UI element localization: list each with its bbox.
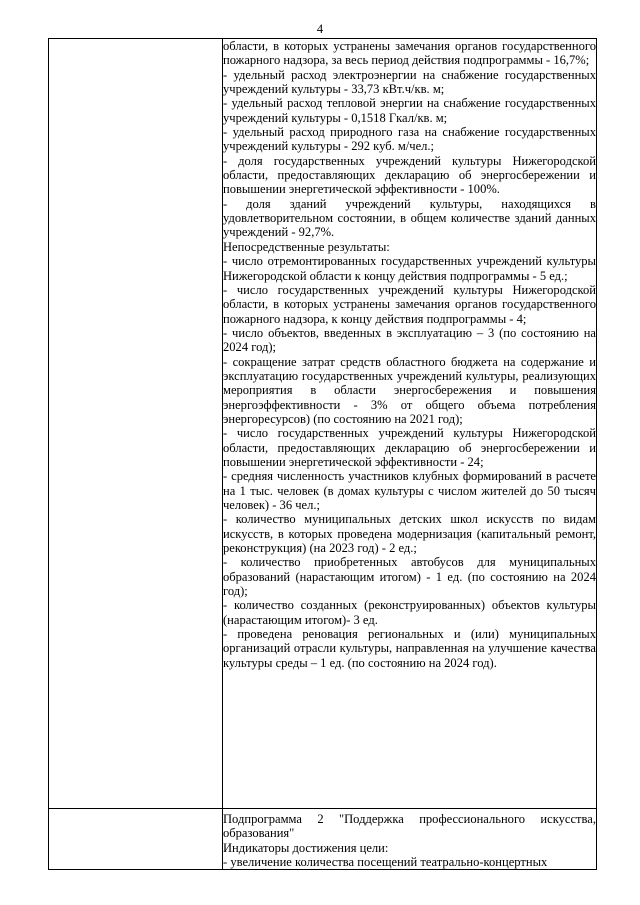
paragraph: - число объектов, введенных в эксплуатацию – 3 (по состоянию на 2024 год);: [223, 325, 596, 355]
left-cell-empty: [49, 809, 223, 870]
right-cell-indicators: [223, 39, 597, 809]
subprogram-title: Подпрограмма 2 "Поддержка профессионального искусства, образования": [223, 812, 596, 841]
paragraph: области, в которых устранены замечания органов государственного пожарного надзора, за весь период действия подпрограммы - 16,7%;: [223, 39, 596, 68]
paragraph: - количество созданных (реконструированных) объектов культуры (нарастающим итогом)- 3 ед.: [223, 598, 596, 627]
paragraph: - доля зданий учреждений культуры, находящихся в удовлетворительном состоянии, в общем количестве зданий данных учреждений - 92,7%.: [223, 196, 596, 240]
document-table: [48, 38, 597, 870]
paragraph: - число государственных учреждений культуры Нижегородской области, в которых устранены замечания органов государственного пожарного надзора, к концу действия подпрограммы - 4;: [223, 282, 596, 326]
paragraph: - средняя численность участников клубных формирований в расчете на 1 тыс. человек (в домах культуры с числом жителей до 50 тысяч человек) - 36 чел.;: [223, 469, 596, 512]
paragraph: - количество приобретенных автобусов для муниципальных образований (нарастающим итогом) - 1 ед. (по состоянию на 2024 год);: [223, 555, 596, 599]
paragraph: - количество муниципальных детских школ искусств по видам искусств, в которых проведена модернизация (капитальный ремонт, реконструкция) (на 2023 год) - 2 ед.;: [223, 512, 596, 556]
table-row: [49, 809, 597, 870]
paragraph: - сокращение затрат средств областного бюджета на содержание и эксплуатацию государственных учреждений культуры, реализующих мероприятия в области энергосбережения и повышения энергоэффективности - 3% от общего объема потребления энергоресурсов) (по состоянию на 2021 год);: [223, 354, 596, 426]
paragraph: - проведена реновация региональных и (или) муниципальных организаций отрасли культуры, направленная на улучшение качества культуры среды – 1 ед. (по состоянию на 2024 год).: [223, 627, 596, 670]
left-cell-empty: [49, 39, 223, 809]
paragraph: - число государственных учреждений культуры Нижегородской области, предоставляющих декларацию об энергосбережении и повышении энергетической эффективности - 24;: [223, 426, 596, 469]
paragraph: - число отремонтированных государственных учреждений культуры Нижегородской области к концу действия подпрограммы - 5 ед.;: [223, 254, 596, 283]
paragraph: - удельный расход природного газа на снабжение государственных учреждений культуры - 292 куб. м/чел.;: [223, 125, 596, 154]
right-cell-subprogram-2: [223, 809, 597, 870]
section-heading: Непосредственные результаты:: [223, 239, 390, 254]
paragraph: - увеличение количества посещений театрально-концертных: [223, 855, 548, 870]
paragraph: - доля государственных учреждений культуры Нижегородской области, предоставляющих декларацию об энергосбережении и повышении энергетической эффективности - 100%.: [223, 153, 596, 197]
section-heading: Индикаторы достижения цели:: [223, 840, 389, 855]
page-number: 4: [316, 22, 324, 36]
paragraph: - удельный расход электроэнергии на снабжение государственных учреждений культуры - 33,73 кВт.ч/кв. м;: [223, 67, 596, 97]
paragraph: - удельный расход тепловой энергии на снабжение государственных учреждений культуры - 0,1518 Гкал/кв. м;: [223, 96, 596, 125]
table-row: [49, 39, 597, 809]
